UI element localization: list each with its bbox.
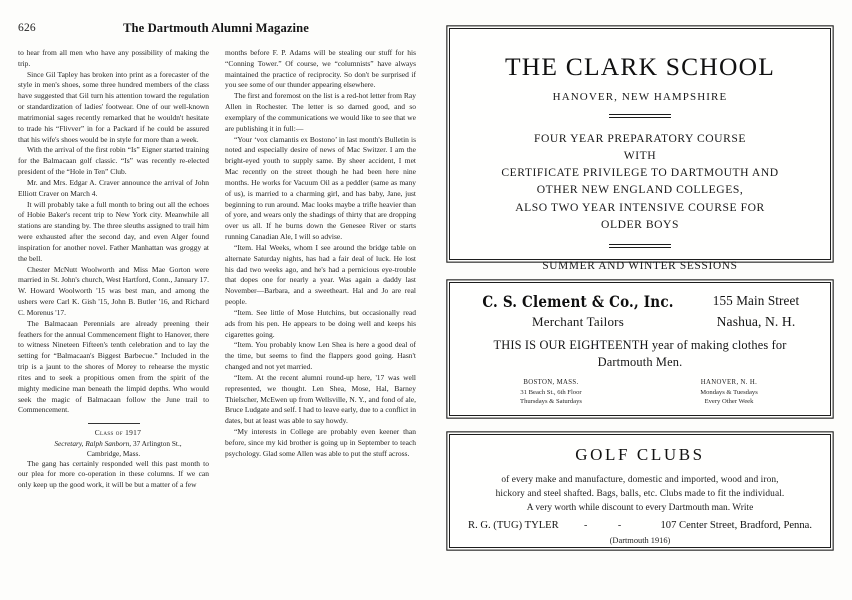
column-left <box>18 48 209 568</box>
ad-golf-clubs[interactable] <box>449 434 831 548</box>
branch-detail: Every Other Week <box>704 398 754 406</box>
clement-address <box>694 292 818 330</box>
paragraph: It will probably take a full month to bring out all the echoes of Hobie Baker's recent trip to New York city. Meanwhile all stations are standing by. The three sleuths assigned to trail him were exhausted after the second day, and even Alger found inspiration for another novel. Father Manhattan was groggy at the bell. <box>18 199 209 263</box>
secretary-label: Secretary, <box>54 438 84 448</box>
branch-detail: Mondays & Tuesdays <box>700 388 758 396</box>
ad-clement-tailors[interactable] <box>449 282 831 416</box>
clement-street: 155 Main Street <box>712 293 800 308</box>
clement-tagline <box>462 337 818 370</box>
course-line: ALSO TWO YEAR INTENSIVE COURSE FOR <box>515 200 765 214</box>
paragraph: Mr. and Mrs. Edgar A. Craver announce the arrival of John Elliott Craver on March 4. <box>18 177 209 198</box>
clement-header <box>462 292 818 330</box>
course-line: WITH <box>623 149 657 163</box>
course-line: OLDER BOYS <box>601 217 679 231</box>
ornamental-rule <box>609 114 671 118</box>
branch-city: HANOVER, N. H. <box>700 379 758 387</box>
paragraph: “My interests in College are probably even keener than before, since my kid brother is going up in September to teach psychology. Glad some Allen was able to put the stuff across. <box>225 426 416 458</box>
branch-city: BOSTON, MASS. <box>523 379 579 387</box>
golf-clubs-contact <box>464 520 816 531</box>
clement-company-name: C. S. Clement & Co., Inc. <box>482 292 674 311</box>
clement-city: Nashua, N. H. <box>716 314 796 329</box>
secretary-address-line1: 37 Arlington St., <box>132 438 182 448</box>
secretary-address-line2: Cambridge, Mass. <box>86 448 141 458</box>
section-divider <box>88 423 140 424</box>
ornamental-rule <box>609 244 671 248</box>
class-secretary <box>18 439 209 459</box>
description-line: hickory and steel shafted. Bags, balls, etc. Clubs made to fit the individual. <box>495 489 785 500</box>
branch-detail: Thursdays & Saturdays <box>520 398 582 406</box>
page-number: 626 <box>18 22 36 34</box>
clement-trade: Merchant Tailors <box>532 314 624 329</box>
paragraph: The first and foremost on the list is a red-hot letter from Ray Allen in Rochester. The letter is so darned good, and so exemplary of the communications we would like to see that we are publishing it in full:— <box>225 91 416 133</box>
course-line: CERTIFICATE PRIVILEGE TO DARTMOUTH AND <box>501 166 779 180</box>
running-head: The Dartmouth Alumni Magazine <box>123 21 309 35</box>
branch-detail: 31 Beach St., 6th Floor <box>520 388 582 396</box>
golf-clubs-description <box>464 473 816 501</box>
secretary-name: Ralph Sanborn, <box>85 438 132 448</box>
description-line: of every make and manufacture, domestic and imported, wood and iron, <box>501 475 779 485</box>
page-header <box>18 22 414 40</box>
paragraph: “Your ‘vox clamantis ex Bostono’ in last month's Bulletin is noted and especially desire of news of Mac Switzer. I am the bright-eyed youth to supply same. By sheer accident, I met Mac recently on the street though he had been here nine months. He works for Vacuum Oil as a peddler (same as many of us), is married to a charming girl, and has baby, Jane, just beginning to run around. Mac looks maybe a trifle heavier than of yore, and wears only the shadings of thirty that are dropping over us all. If he burns down the Genesee River or starts running Canadian Ale, I will so advise. <box>225 134 416 242</box>
class-heading: Class of 1917 <box>94 428 142 438</box>
tagline-line: THIS IS OUR EIGHTEENTH year of making clothes for <box>493 338 787 352</box>
contact-name: R. G. (TUG) TYLER <box>468 520 559 532</box>
branch-boston <box>462 378 640 406</box>
branch-hanover <box>640 378 818 406</box>
tagline-line: Dartmouth Men. <box>597 354 683 369</box>
paragraph: to hear from all men who have any possibility of making the trip. <box>18 48 209 68</box>
ad-clark-school[interactable] <box>449 28 831 272</box>
paragraph: Chester McNutt Woolworth and Miss Mae Gorton were married in St. John's church, West Hartford, Conn., January 17. W. Howard Woolworth '15 was best man, and among the ushers were Carl K. Gish '15, John B. Butler '16, and Richard C. Morenus '17. <box>18 264 209 317</box>
golf-clubs-discount: A very worth while discount to every Dartmouth man. Write <box>526 503 754 514</box>
text-columns <box>18 48 416 568</box>
paragraph: months before F. P. Adams will be stealing our stuff for his “Conning Tower.” Of course, we “columnists” have always maintained the practice of reciprocity. So don't be surprised if you see some of our thunder appearing elsewhere. <box>225 48 416 90</box>
course-line: OTHER NEW ENGLAND COLLEGES, <box>536 183 744 197</box>
clark-school-sessions: SUMMER AND WINTER SESSIONS <box>542 259 738 272</box>
paragraph: The gang has certainly responded well this past month to our plea for more co-operation in these columns. If we can only keep up the good work, it will be but a matter of a few <box>18 458 209 490</box>
column-middle <box>225 48 416 568</box>
clement-identity <box>462 292 694 330</box>
paragraph: “Item. Hal Weeks, whom I see around the bridge table on alternate Saturday nights, has had a fair deal of luck. He lost his dad two weeks ago, and he's had a pernicious eye-trouble that dopes one for nearly a year. Was again a daddy last November—Barbara, and a sweetheart. Hal and Jo are real people. <box>225 242 416 307</box>
paragraph: “Item. You probably know Len Shea is here a good deal of the time, but seems to find the flappers good going. Hasn't changed and not yet married. <box>225 340 416 372</box>
paragraph: With the arrival of the first robin “Is” Eigner started training for the Balmacaan golf classic. “Is” was recently re-elected president of the “Hole in Ten” Club. <box>18 145 209 177</box>
clark-school-course-description <box>466 130 814 233</box>
clark-school-title: THE CLARK SCHOOL <box>505 52 775 81</box>
golf-clubs-title: GOLF CLUBS <box>575 445 705 464</box>
paragraph: The Balmacaan Perennials are already preening their feathers for the annual Commencement flight to Hanover, there to witness Nineteen Fifteen's tenth celebration and to lay the setting for “Balmacaan's Biggest Barbecue.” Included in the trip is a jaunt to the shores of Morey to rehearse the mystic rites and to seek a propitious omen from the spirit of the mighty medicine man beneath the limpid depths. Who would seek the magic of Balmacaan follow the June trail to Commencement. <box>18 318 209 415</box>
clement-branches <box>462 378 818 406</box>
paragraph: “Item. See little of Mose Hutchins, but occasionally read ads from his pen. He appears to be doing well and keeps his cigarettes going. <box>225 307 416 339</box>
advertising-page <box>432 0 852 600</box>
course-line: FOUR YEAR PREPARATORY COURSE <box>533 132 746 145</box>
paragraph: “Item. At the recent alumni round-up here, '17 was well represented, we thought. Len Shea, Mose, Hal, Barney Thielscher, McEwen up from Wellsville, N. Y., and fond of ale, Bruce Ludgate and self. I had to leave early, due to a conflict in dates, but at least was able to say howdy. <box>225 372 416 426</box>
clark-school-location: HANOVER, NEW HAMPSHIRE <box>552 91 728 103</box>
contact-separator: - - <box>584 520 636 532</box>
paragraph: Since Gil Tapley has broken into print as a forecaster of the style in men's shoes, some three hundred members of the class have suggested that Gil turn his attention toward the regulation or standardization of ladies' footwear. One of our well-known matrimonial sages recently remarked that he wouldn't hesitate to trade his “Flivver” in for a Packard if he could be assured that his wife's shoes would be in style for more than a week. <box>18 69 209 144</box>
golf-clubs-affiliation: (Dartmouth 1916) <box>609 536 671 546</box>
contact-address: 107 Center Street, Bradford, Penna. <box>660 520 812 532</box>
